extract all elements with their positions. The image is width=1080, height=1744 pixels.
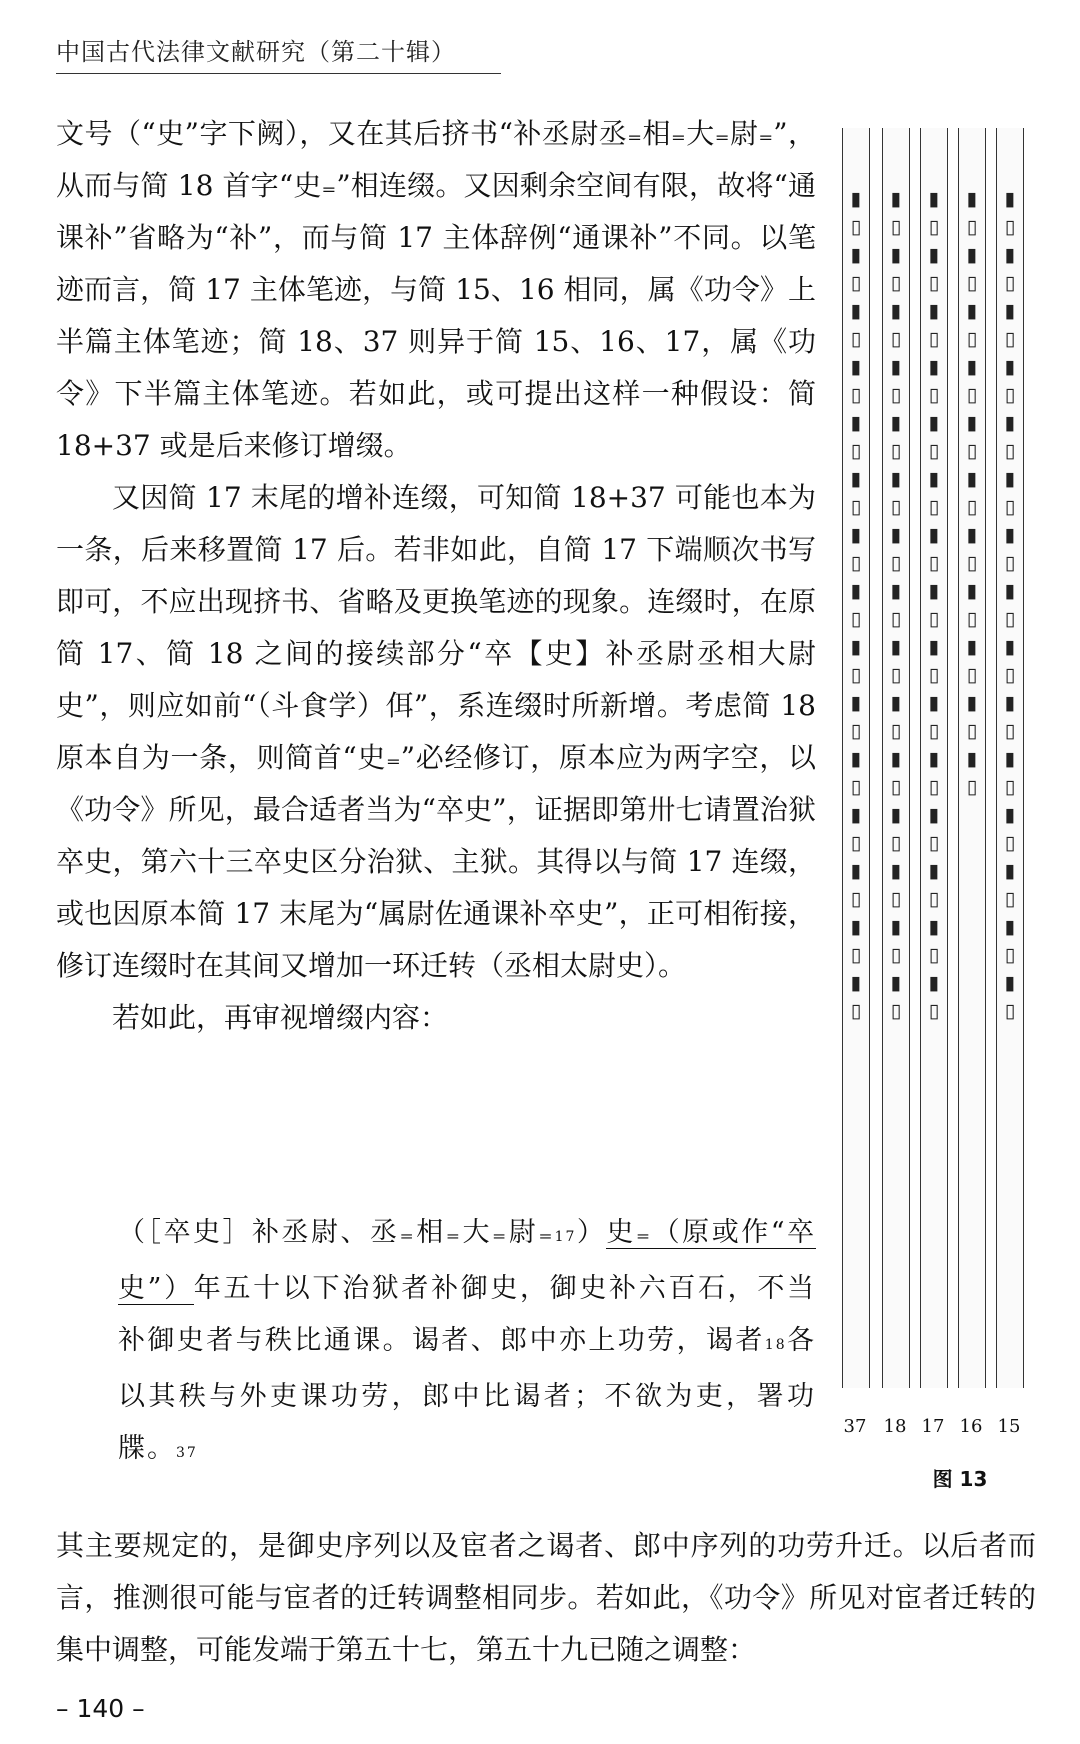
slip-number: 18 bbox=[883, 1416, 907, 1437]
page-number: – 140 – bbox=[56, 1694, 145, 1723]
slip-ref-18: 18 bbox=[764, 1337, 787, 1353]
text-column bbox=[56, 108, 816, 1044]
slip-number: 17 bbox=[921, 1416, 945, 1437]
slip-number: 37 bbox=[843, 1416, 867, 1437]
quote-part-4: 各以其秩与外吏课功劳，郎中比谒者；不欲为吏，署功牒。 bbox=[118, 1325, 817, 1464]
paragraph-3: 若如此，再审视增缀内容： bbox=[112, 1001, 449, 1034]
bamboo-slip-image: ▮▯▮▯▮▯▮▯▮▯▮▯▮▯▮▯▮▯▮▯▮▯▮▯▮▯▮▯▮▯ bbox=[996, 128, 1024, 1388]
quote-part-1: （［卒史］补丞尉、丞₌相₌大₌尉₌ bbox=[118, 1217, 555, 1248]
bamboo-slip-image: ▮▯▮▯▮▯▮▯▮▯▮▯▮▯▮▯▮▯▮▯▮▯▮▯▮▯▮▯▮▯ bbox=[842, 128, 870, 1388]
bamboo-slip-image: ▮▯▮▯▮▯▮▯▮▯▮▯▮▯▮▯▮▯▮▯▮▯▮▯▮▯▮▯▮▯ bbox=[882, 128, 910, 1388]
block-quote bbox=[118, 1207, 816, 1479]
paragraph-2: 又因简 17 末尾的增补连缀，可知简 18+37 可能也本为一条，后来移置简 17 后。若非如此，自简 17 下端顺次书写即可，不应出现挤书、省略及更换笔迹的现象。连缀时，在原简 17、简 18 之间的接续部分“卒【史】补丞尉丞相大尉史”，则应如前“（斗食学）佴”，系连缀时所新增。考虑简 18 原本自为一条，则简首“史₌”必经修订，原本应为两字空，以《功令》所见，最合适者当为“卒史”，证据即第卅七请置治狱卒史，第六十三卒史区分治狱、主狱。其得以与简 17 连缀，或也因原本简 17 末尾为“属尉佐通课补卒史”，正可相衔接，修订连缀时在其间又增加一环迁转（丞相太尉史）。 bbox=[56, 481, 816, 982]
bamboo-slips-figure bbox=[840, 118, 1060, 1498]
slip-number: 16 bbox=[959, 1416, 983, 1437]
quote-part-2: ） bbox=[576, 1217, 607, 1248]
bottom-paragraph: 其主要规定的，是御史序列以及宦者之谒者、郎中序列的功劳升迁。以后者而言，推测很可能与宦者的迁转调整相同步。若如此，《功令》所见对宦者迁转的集中调整，可能发端于第五十七，第五十九已随之调整： bbox=[56, 1529, 1036, 1666]
slip-ref-17: 17 bbox=[554, 1229, 577, 1245]
slip-ref-37: 37 bbox=[176, 1445, 198, 1461]
figure-caption: 图 13 bbox=[932, 1467, 988, 1491]
running-header: 中国古代法律文献研究（第二十辑） bbox=[56, 32, 501, 74]
slip-number: 15 bbox=[997, 1416, 1021, 1437]
paragraph-1: 文号（“史”字下阙），又在其后挤书“补丞尉丞₌相₌大₌尉₌”，从而与简 18 首字“史₌”相连缀。又因剩余空间有限，故将“通课补”省略为“补”，而与简 17 主体辞例“通课补”不同。以笔迹而言，简 17 主体笔迹，与简 15、16 相同，属《功令》上半篇主体笔迹；简 18、37 则异于简 15、16、17，属《功令》下半篇主体笔迹。若如此，或可提出这样一种假设：简 18+37 或是后来修订增缀。 bbox=[56, 117, 816, 462]
bamboo-slip-image: ▮▯▮▯▮▯▮▯▮▯▮▯▮▯▮▯▮▯▮▯▮▯ bbox=[958, 128, 986, 1388]
quote-part-3: 年五十以下治狱者补御史，御史补六百石，不当补御史者与秩比通课。谒者、郎中亦上功劳，谒者 bbox=[118, 1273, 817, 1356]
quote-underlined: 史₌（原或作“卒史”） bbox=[118, 1217, 817, 1304]
bamboo-slip-image: ▮▯▮▯▮▯▮▯▮▯▮▯▮▯▮▯▮▯▮▯▮▯▮▯▮▯▮▯▮▯ bbox=[920, 128, 948, 1388]
